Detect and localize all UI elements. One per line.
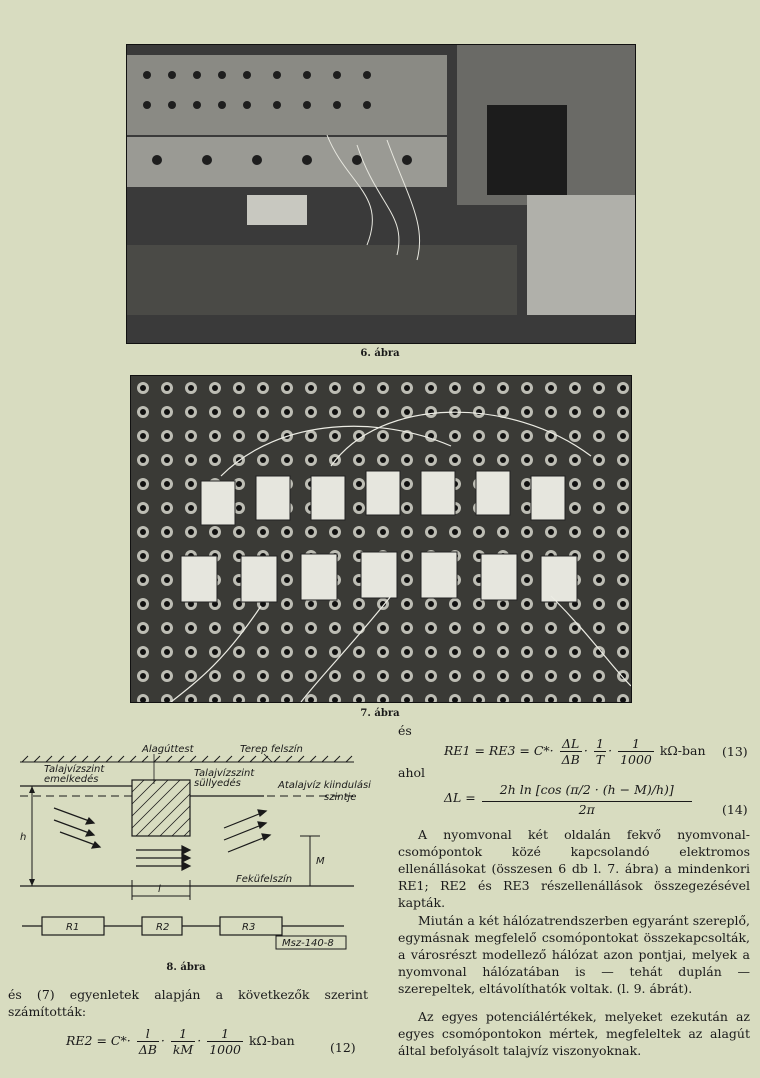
figure-7-caption: 7. ábra (360, 708, 400, 719)
eq13-frac-2: $\frac{1}{T}$ (595, 736, 605, 767)
lab-equipment-image (127, 45, 635, 343)
label-terep-felszin: Terep felszín (240, 744, 303, 755)
label-emelkedes-1: Talajvízszint (44, 764, 105, 775)
left-paragraph: és (7) egyenletek alapján a következők szerint számították: (8, 987, 368, 1019)
figure-8-caption: 8. ábra (166, 962, 206, 973)
right-ahol: ahol (398, 765, 426, 780)
eq12-number: (12) (330, 1040, 356, 1055)
equation-12: RE2 = C*· $\frac{l}{\Delta B}$ · $\frac{1}{kM}$ · $\frac{1}{1000}$ kΩ-ban (66, 1026, 295, 1057)
eq13-number: (13) (722, 744, 748, 759)
figure-7-photo (130, 375, 632, 703)
eq13-lhs: RE1 = RE3 = C*· (444, 743, 554, 758)
diagram-code: Msz-140-8 (282, 938, 334, 949)
label-kiindulasi-1: Atalajvíz kiindulási (278, 780, 371, 791)
eq13-frac-3: $\frac{1}{1000}$ (620, 736, 652, 767)
resistor-r3-label: R3 (242, 922, 256, 933)
label-emelkedes-2: emelkedés (44, 774, 99, 785)
eq12-lhs: RE2 = C*· (66, 1033, 131, 1048)
eq12-frac-3: $\frac{1}{1000}$ (209, 1026, 241, 1057)
resistor-r1-label: R1 (66, 922, 80, 933)
figure-6-caption: 6. ábra (360, 348, 400, 359)
right-paragraph-1: A nyomvonal két oldalán fekvő nyomvonal-csomópontok közé kapcsolandó elektromos ellenállásokat (összesen 6 db l. 7. ábra) a mindenkori RE1; RE2 és RE3 részellenállások összegezésével kapták. (398, 827, 750, 910)
eq14-lhs: ΔL = (444, 790, 476, 805)
eq12-frac-1: $\frac{l}{\Delta B}$ (138, 1026, 157, 1057)
label-M: M (316, 856, 325, 867)
eq12-unit: kΩ-ban (248, 1033, 295, 1048)
equation-14 (444, 778, 694, 817)
eq13-frac-1: $\frac{\Delta L}{\Delta B}$ (561, 736, 580, 767)
figure-8-diagram (14, 740, 384, 950)
label-sullyedes-2: süllyedés (194, 778, 241, 789)
eq14-number: (14) (722, 802, 748, 817)
label-alagutfal: Alagúttest (142, 744, 194, 755)
right-es: és (398, 723, 412, 738)
eq12-frac-2: $\frac{1}{kM}$ (172, 1026, 194, 1057)
resistor-r2-label: R2 (156, 922, 170, 933)
label-fekufelszin: Feküfelszín (236, 874, 293, 885)
resistor-grid-image (131, 376, 631, 702)
eq14-frac: $\frac{\text{2h ln [cos (π/2 · (h − M)/h)]}}{2\pi}$ (482, 778, 692, 817)
right-paragraph-2: Miután a két hálózatrendszerben egyaránt szereplő, egymásnak megfelelő csomópontokat összekapcsolták, a városrészt modellező hálózat azon pontjai, melyek a nyomvonal hálózatában is — tehát duplán — szerepeltek, eltávolíthatók voltak. (l. 9. ábrát). (398, 913, 750, 996)
figure-6-photo (126, 44, 636, 344)
equation-13: RE1 = RE3 = C*· $\frac{\Delta L}{\Delta B}$ · $\frac{1}{T}$ · $\frac{1}{1000}$ kΩ-ban (444, 736, 706, 767)
label-l: l (158, 884, 161, 895)
label-kiindulasi-2: szintje (324, 792, 357, 803)
label-sullyedes-1: Talajvízszint (194, 768, 255, 779)
eq13-unit: kΩ-ban (659, 743, 706, 758)
label-h: h (20, 832, 27, 843)
right-paragraph-3: Az egyes potenciálértékek, melyeket ezekután az egyes csomópontokon mértek, megfeleltek az alagút által befolyásolt talajvíz viszonyoknak. (398, 1009, 750, 1058)
